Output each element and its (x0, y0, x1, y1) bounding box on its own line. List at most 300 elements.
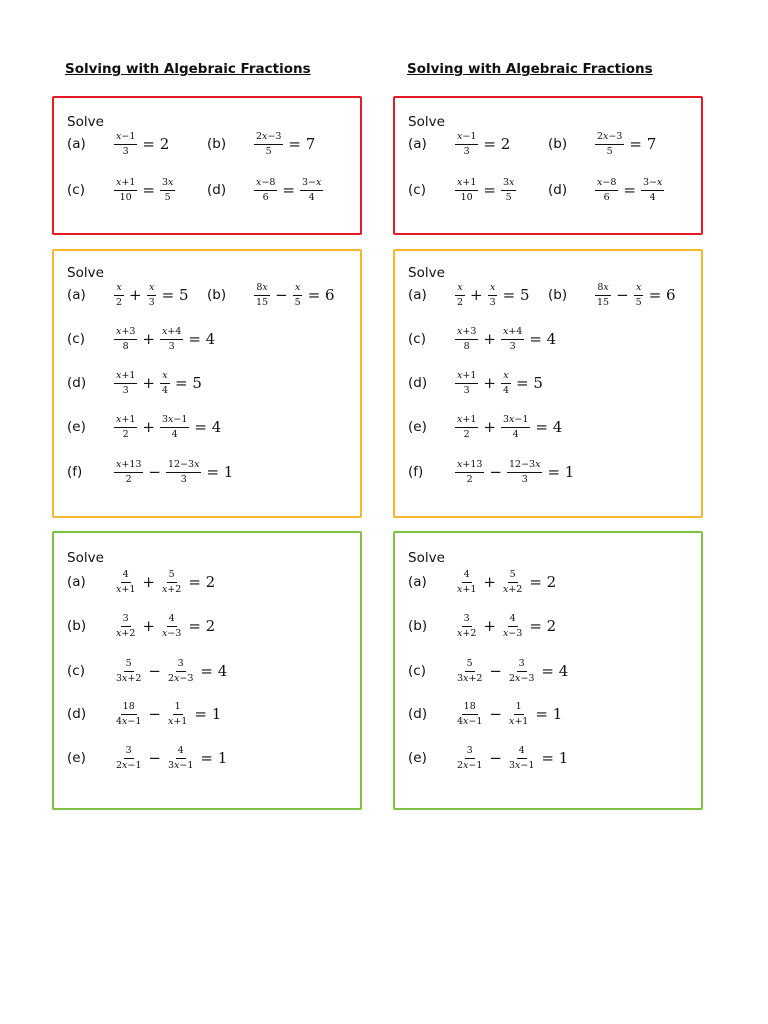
numerator: 𝑥 (147, 283, 156, 296)
equation (594, 283, 676, 307)
fraction (455, 746, 484, 770)
right-hand-side: = 5 (516, 374, 543, 392)
numerator: 3𝑥−1 (501, 415, 530, 428)
denominator: 3 (122, 145, 129, 157)
exercise-box (52, 531, 362, 810)
operator: + (483, 330, 496, 348)
equation (113, 702, 221, 726)
operator: + (142, 617, 155, 635)
denominator: 4 (171, 428, 178, 440)
equation (594, 178, 665, 202)
fraction (501, 371, 511, 395)
fraction (455, 178, 478, 202)
fraction (160, 614, 183, 638)
equation (253, 132, 315, 156)
numerator: 1 (514, 702, 524, 715)
denominator: 𝑥+2 (116, 627, 136, 639)
numerator: 3 (465, 746, 475, 759)
question-label: (e) (67, 419, 86, 435)
equation (454, 746, 568, 770)
equation (454, 283, 530, 307)
right-hand-side: = 4 (541, 662, 569, 680)
denominator: 2 (457, 296, 464, 308)
fraction (634, 283, 644, 307)
question (67, 567, 215, 597)
denominator: 2 (466, 473, 473, 485)
question (207, 175, 324, 205)
denominator: 2𝑥−1 (116, 759, 142, 771)
equation (454, 570, 556, 594)
question (67, 368, 202, 398)
question (67, 412, 221, 442)
denominator: 10 (119, 191, 132, 203)
denominator: 3 (463, 145, 470, 157)
question (408, 129, 510, 159)
equation (454, 327, 556, 351)
fraction (166, 659, 195, 683)
right-hand-side: = 1 (194, 705, 222, 723)
question-label: (d) (67, 375, 87, 391)
equation (454, 659, 568, 683)
operator: + (142, 573, 155, 591)
fraction (595, 178, 618, 202)
fraction (147, 283, 157, 307)
fraction (114, 415, 137, 439)
denominator: 6 (603, 191, 610, 203)
equation (113, 570, 215, 594)
numerator: 8𝑥 (595, 283, 610, 296)
numerator: 𝑥+3 (455, 327, 478, 340)
operator: − (148, 662, 161, 680)
fraction (595, 132, 624, 156)
right-hand-side: = 4 (194, 418, 222, 436)
fraction (166, 460, 201, 484)
numerator: 4 (462, 570, 472, 583)
numerator: 3 (462, 614, 472, 627)
equation (113, 659, 227, 683)
fraction (501, 327, 524, 351)
right-hand-side: = 1 (541, 749, 569, 767)
fraction (254, 132, 283, 156)
question (408, 324, 556, 354)
fraction (488, 283, 498, 307)
right-hand-side: = 7 (288, 135, 316, 153)
denominator: 𝑥+1 (457, 583, 477, 595)
equation (113, 132, 169, 156)
right-hand-side: = 4 (188, 330, 216, 348)
fraction (507, 746, 536, 770)
question (408, 368, 543, 398)
right-hand-side: = 1 (547, 463, 575, 481)
fraction (254, 283, 270, 307)
numerator: 3 (121, 614, 131, 627)
question-label: (a) (408, 574, 427, 590)
denominator: 3 (148, 296, 155, 308)
denominator: 3𝑥−1 (167, 759, 194, 771)
fraction (114, 570, 137, 594)
question (67, 324, 215, 354)
question-label: (b) (207, 287, 227, 303)
fraction (160, 371, 170, 395)
denominator: 2 (116, 296, 123, 308)
solve-heading: Solve (67, 265, 104, 281)
numerator: 4 (508, 614, 518, 627)
fraction (455, 327, 478, 351)
fraction (501, 178, 516, 202)
fraction (160, 415, 189, 439)
denominator: 3 (122, 384, 129, 396)
operator: − (489, 463, 502, 481)
question-label: (a) (408, 136, 427, 152)
equation (253, 283, 335, 307)
question (408, 412, 562, 442)
question (408, 280, 530, 310)
denominator: 4𝑥−1 (457, 715, 483, 727)
numerator: 12−3𝑥 (507, 460, 542, 473)
operator: + (129, 286, 142, 304)
fraction (254, 178, 277, 202)
question (548, 129, 656, 159)
fraction (455, 415, 478, 439)
numerator: 𝑥 (488, 283, 497, 296)
solve-heading: Solve (67, 550, 104, 566)
numerator: 3−𝑥 (300, 178, 323, 191)
denominator: 𝑥+2 (502, 583, 523, 595)
operator: − (616, 286, 629, 304)
numerator: 12−3𝑥 (166, 460, 201, 473)
operator: + (142, 374, 155, 392)
question (408, 567, 556, 597)
exercise-box (52, 96, 362, 235)
question (67, 280, 189, 310)
operator: + (470, 286, 483, 304)
denominator: 3 (489, 296, 496, 308)
right-hand-side: = 7 (629, 135, 657, 153)
denominator: 4 (308, 191, 315, 203)
denominator: 5 (265, 145, 272, 157)
numerator: 3 (517, 659, 527, 672)
operator: = (623, 181, 636, 199)
equation (454, 132, 510, 156)
operator: − (489, 662, 502, 680)
question-label: (c) (67, 663, 85, 679)
denominator: 5 (164, 191, 171, 203)
question (548, 280, 676, 310)
numerator: 𝑥−1 (114, 132, 137, 145)
question (408, 699, 562, 729)
question-label: (e) (67, 750, 86, 766)
denominator: 4 (161, 384, 168, 396)
right-hand-side: = 2 (529, 573, 557, 591)
question (408, 743, 568, 773)
solve-heading: Solve (67, 114, 104, 130)
fraction (114, 746, 143, 770)
denominator: 3 (168, 340, 175, 352)
operator: + (483, 374, 496, 392)
fraction (641, 178, 664, 202)
equation (113, 327, 215, 351)
equation (113, 746, 227, 770)
numerator: 𝑥+1 (114, 415, 137, 428)
numerator: 𝑥 (455, 283, 464, 296)
question-label: (d) (408, 706, 428, 722)
numerator: 3𝑥−1 (160, 415, 189, 428)
question-label: (e) (408, 750, 427, 766)
page-title: Solving with Algebraic Fractions (65, 61, 311, 77)
question-label: (e) (408, 419, 427, 435)
fraction (166, 702, 189, 726)
equation (454, 460, 574, 484)
fraction (160, 327, 183, 351)
numerator: 5 (124, 659, 134, 672)
equation (454, 371, 543, 395)
question (207, 280, 335, 310)
numerator: 𝑥 (160, 371, 169, 384)
right-hand-side: = 5 (161, 286, 189, 304)
denominator: 5 (294, 296, 301, 308)
fraction (455, 132, 478, 156)
operator: − (148, 749, 161, 767)
operator: + (483, 418, 496, 436)
equation (113, 614, 215, 638)
fraction (300, 178, 323, 202)
fraction (507, 460, 542, 484)
denominator: 𝑥+1 (167, 715, 188, 727)
numerator: 3𝑥 (160, 178, 175, 191)
fraction (507, 702, 530, 726)
exercise-box (393, 96, 703, 235)
denominator: 3 (509, 340, 516, 352)
denominator: 15 (597, 296, 610, 308)
numerator: 𝑥−8 (254, 178, 277, 191)
question-label: (c) (408, 182, 426, 198)
numerator: 𝑥+1 (114, 178, 137, 191)
equation (454, 178, 517, 202)
fraction (166, 746, 195, 770)
denominator: 2𝑥−1 (457, 759, 483, 771)
fraction (293, 283, 303, 307)
numerator: 5 (465, 659, 475, 672)
fraction (114, 659, 143, 683)
denominator: 4 (512, 428, 519, 440)
fraction (114, 178, 137, 202)
fraction (114, 327, 137, 351)
denominator: 𝑥+1 (116, 583, 136, 595)
numerator: 3 (124, 746, 134, 759)
equation (594, 132, 656, 156)
question (548, 175, 665, 205)
denominator: 3 (180, 473, 187, 485)
numerator: 𝑥 (114, 283, 123, 296)
operator: − (489, 705, 502, 723)
denominator: 5 (505, 191, 512, 203)
denominator: 2 (122, 428, 129, 440)
numerator: 3−𝑥 (641, 178, 664, 191)
question-label: (a) (67, 287, 86, 303)
numerator: 2𝑥−3 (254, 132, 283, 145)
fraction (455, 460, 484, 484)
question-label: (c) (408, 663, 426, 679)
denominator: 𝑥−3 (502, 627, 523, 639)
exercise-box (52, 249, 362, 518)
question-label: (d) (408, 375, 428, 391)
right-hand-side: = 6 (648, 286, 676, 304)
numerator: 18 (121, 702, 137, 715)
denominator: 8 (122, 340, 129, 352)
right-hand-side: = 2 (483, 135, 511, 153)
numerator: 𝑥+1 (455, 178, 478, 191)
right-hand-side: = 2 (529, 617, 557, 635)
right-hand-side: = 2 (188, 573, 216, 591)
fraction (455, 371, 478, 395)
operator: + (142, 418, 155, 436)
numerator: 𝑥+1 (455, 415, 478, 428)
denominator: 3 (463, 384, 470, 396)
solve-heading: Solve (408, 265, 445, 281)
numerator: 𝑥+1 (455, 371, 478, 384)
fraction (455, 570, 478, 594)
question (67, 743, 227, 773)
question (408, 175, 517, 205)
denominator: 𝑥+2 (161, 583, 182, 595)
question-label: (a) (408, 287, 427, 303)
numerator: 4 (167, 614, 177, 627)
fraction (507, 659, 536, 683)
right-hand-side: = 5 (175, 374, 202, 392)
numerator: 4 (176, 746, 186, 759)
fraction (114, 132, 137, 156)
equation (454, 614, 556, 638)
fraction (160, 570, 183, 594)
numerator: 𝑥 (293, 283, 302, 296)
question (67, 611, 215, 641)
denominator: 5 (606, 145, 613, 157)
question-label: (c) (408, 331, 426, 347)
numerator: 𝑥 (634, 283, 643, 296)
numerator: 18 (462, 702, 478, 715)
question-label: (a) (67, 574, 86, 590)
equation (113, 371, 202, 395)
question (207, 129, 315, 159)
fraction (501, 415, 530, 439)
question (67, 129, 169, 159)
fraction (114, 283, 124, 307)
numerator: 𝑥+4 (160, 327, 183, 340)
question (67, 175, 176, 205)
numerator: 4 (517, 746, 527, 759)
numerator: 𝑥−8 (595, 178, 618, 191)
denominator: 10 (460, 191, 473, 203)
right-hand-side: = 4 (200, 662, 228, 680)
fraction (114, 460, 143, 484)
fraction (501, 570, 524, 594)
equation (113, 178, 176, 202)
denominator: 2𝑥−3 (508, 672, 535, 684)
equation (113, 415, 221, 439)
denominator: 𝑥−3 (161, 627, 182, 639)
numerator: 8𝑥 (254, 283, 269, 296)
operator: = (483, 181, 496, 199)
question (408, 457, 574, 487)
denominator: 4𝑥−1 (116, 715, 142, 727)
equation (113, 283, 189, 307)
question-label: (b) (548, 136, 568, 152)
operator: = (282, 181, 295, 199)
fraction (160, 178, 175, 202)
fraction (455, 283, 465, 307)
numerator: 2𝑥−3 (595, 132, 624, 145)
numerator: 𝑥+3 (114, 327, 137, 340)
denominator: 3 (521, 473, 528, 485)
right-hand-side: = 4 (535, 418, 563, 436)
right-hand-side: = 1 (200, 749, 228, 767)
question-label: (c) (67, 331, 85, 347)
denominator: 6 (262, 191, 269, 203)
operator: − (275, 286, 288, 304)
question-label: (a) (67, 136, 86, 152)
numerator: 5 (508, 570, 518, 583)
numerator: 3𝑥 (501, 178, 516, 191)
operator: − (148, 463, 161, 481)
operator: − (148, 705, 161, 723)
question-label: (d) (207, 182, 227, 198)
page-title: Solving with Algebraic Fractions (407, 61, 653, 77)
numerator: 1 (173, 702, 183, 715)
right-hand-side: = 4 (529, 330, 557, 348)
numerator: 4 (121, 570, 131, 583)
right-hand-side: = 2 (142, 135, 170, 153)
denominator: 4 (502, 384, 509, 396)
question (408, 656, 568, 686)
denominator: 8 (463, 340, 470, 352)
denominator: 𝑥+1 (508, 715, 529, 727)
denominator: 4 (649, 191, 656, 203)
denominator: 𝑥+2 (457, 627, 477, 639)
exercise-box (393, 531, 703, 810)
question (67, 457, 233, 487)
denominator: 2𝑥−3 (167, 672, 194, 684)
solve-heading: Solve (408, 114, 445, 130)
right-hand-side: = 1 (535, 705, 563, 723)
denominator: 15 (256, 296, 269, 308)
operator: + (483, 617, 496, 635)
numerator: 𝑥+1 (114, 371, 137, 384)
fraction (114, 371, 137, 395)
operator: + (483, 573, 496, 591)
question-label: (d) (67, 706, 87, 722)
question-label: (b) (67, 618, 87, 634)
question-label: (b) (408, 618, 428, 634)
question (67, 699, 221, 729)
question-label: (f) (408, 464, 424, 480)
fraction (595, 283, 611, 307)
right-hand-side: = 2 (188, 617, 216, 635)
operator: + (142, 330, 155, 348)
fraction (114, 614, 137, 638)
fraction (114, 702, 143, 726)
question-label: (f) (67, 464, 83, 480)
exercise-box (393, 249, 703, 518)
numerator: 𝑥−1 (455, 132, 478, 145)
right-hand-side: = 1 (206, 463, 234, 481)
right-hand-side: = 6 (307, 286, 335, 304)
question-label: (b) (548, 287, 568, 303)
numerator: 5 (167, 570, 177, 583)
denominator: 2 (463, 428, 470, 440)
solve-heading: Solve (408, 550, 445, 566)
fraction (501, 614, 524, 638)
equation (113, 460, 233, 484)
